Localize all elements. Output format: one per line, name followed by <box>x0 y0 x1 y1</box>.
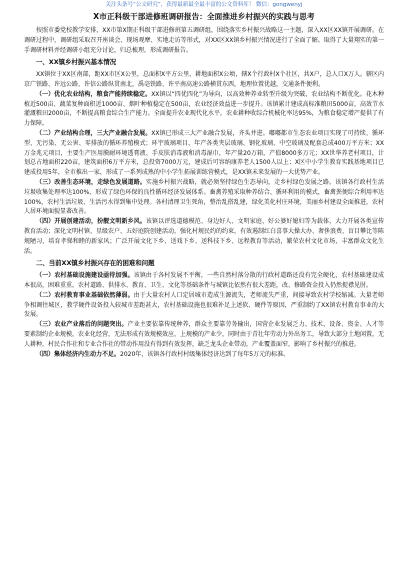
paragraph-lead: （一）农村基础设施建设亟待加强。 <box>36 272 134 280</box>
paragraph-text: XX镇位于XX区南部，距XX市区X公里，总面积X平方公里，耕地面积X公顷，辖X个行政村X个社区，共X户，总人口X万人。辖区内京广铁路、许远公路、许信公路纵贯南北，禹亳铁路、许平南高速公路横贯东西，地理位置优越，交通条件便利。 <box>24 71 384 88</box>
body-paragraph <box>24 129 384 178</box>
section <box>24 58 384 256</box>
document-body <box>24 58 384 359</box>
paragraph-lead: （三）农业产业落后的问题突出。 <box>36 321 128 329</box>
body-paragraph <box>24 90 384 129</box>
document-title: X市正科级干部进修班调研报告：全面推进乡村振兴的实践与思考 <box>93 12 315 21</box>
section-heading: 二、当前XX镇乡村振兴存在的困难和问题 <box>36 259 155 268</box>
body-paragraph <box>24 271 384 291</box>
paragraph-text: XX镇以“四优四化”为导向，以高效种养业转型升级为突破，农业结构不断优化。花木种植近500亩、蔬菜复种面积近1000亩、烟叶种植稳定在500亩，农业经济效益进一步提升。该镇累计建成高标准粮田5000亩，高效节水灌溉粮田2000亩，不断提高粮食综合生产能力。全面提升农业现代化水平，农业耕种收综合机械化率达95%，为粮食稳定增产提供了有力保障。 <box>24 90 384 128</box>
watermark-notice: 关注头条号“公文研究”，获得最新最全最丰富的公文资料库！ 微信：gongwenyj <box>105 2 303 8</box>
body-paragraph <box>24 217 384 256</box>
paragraph-lead: （二）农村教育事业基础依然薄弱。 <box>36 291 134 299</box>
paragraph-text: 2020年，该镇各行政村村级集体经济达到了每年5万元的标准。 <box>120 350 290 358</box>
paragraph-text: XX镇已形成三大产业融合发展，齐头并进。嘟嘟都市生态农业项目实现了可持续、循环型、无污染、无公害、零排放的循环养殖模式；环宇玻璃项目，年产各类夹层玻璃、钢化玻璃、中空玻璃及配套总成400万平方米；XX万金兆元项目，主要生产医用膜耐环境透膏液、手皮肤消毒液和消毒湿巾，年产量20万箱，产值8000多万元；XX世华养老村项目，计划总占地面积220亩，建筑面积6万平方米，总投资7000万元，建成后可容纳康养老人1500人以上；X区中小学生教育实践基地项目已建成投用5年，全市推出一家，形成了一系列成熟的中小学生拓展训练营模式，是XX镇未来发展的一大优势产业。 <box>24 129 384 177</box>
body-paragraph <box>24 291 384 320</box>
paragraph-lead: （三）改善生态环境，走绿色发展道路。 <box>36 178 146 186</box>
intro-paragraph: 按照市委党校教学安排，XX市第X期正科级干部进修班第五调研组，围绕落实乡村振兴战略这一主题，深入XX区XX镇开展调研。在调研过程中，调研组采取召开座谈会、现场观摩、实地走访等形式，对XX区XX镇乡村振兴情况进行了全面了解。取得了大量翔实的第一手调研材料并经调研小组充分讨论，归总梳理，形成调研报告。 <box>24 27 384 54</box>
paragraph-text: 该镇由于各村发展不平衡，一些自然村落分散的行政村道路还没有完全硬化，农村基础建设成本很高，困难重重。农村道路、供排水、教育、卫生、文化等基础条件与城镇比依然有很大差距，改、修路资金投入仍然捉襟见肘。 <box>24 272 384 289</box>
paragraph-text: 产业主要依靠传统种养，群众主要靠劳务输出，国营企业发展乏力、技术、设备、资金、人才等要素制约企业规模，农业化经营，无法形成有效规模效应，上规模的产业少，同时由于青壮年劳动力外出务工，导致大部分土地闲置，无人耕种，村民合作社和专业合作社的带动作用没有得到有效发挥，缺乏龙头企业带动，产业覆盖面窄，影响了乡村振兴的推进。 <box>24 321 385 348</box>
body-paragraph <box>24 178 384 217</box>
paragraph-lead: （一）优化农业结构，粮食产能持续稳定。 <box>36 90 152 98</box>
body-paragraph <box>24 320 384 349</box>
paragraph-text: 该镇以评选道德模范、身边好人、文明家庭、好公婆好媳妇等为载体，大力开展各类宣传教育活动；深化文明村镇、星级农户、五好庭院创建活动，强化村规民约的约束，有效遏制红白喜事大操大办、奢侈浪费、盲目攀比等陈规陋习，培育孝悌和睦的新家风；广泛开展文化下乡、送戏下乡、送科技下乡、远程教育等活动，繁荣农村文化市场，丰富群众文化生活。 <box>24 218 385 255</box>
body-paragraph <box>24 70 384 90</box>
section <box>24 259 384 359</box>
body-paragraph <box>24 350 384 360</box>
paragraph-text: 由于大量农村人口定居城市造成生源流失，老师流失严重，间接导致农村学校缩减。大量老师争相调往城区，教学硬件设备投入较城市差距甚大，农村基础设施也很难补足上述软、硬件等原因，严重制约了XX镇农村教育事业的大发展。 <box>24 291 384 319</box>
paragraph-lead: （四）开展创建活动，扮靓文明新乡风。 <box>36 218 146 226</box>
paragraph-text: 实施乡村振兴战略，就必须坚持绿色生态导向，走乡村绿色发展之路。该镇各行政村生活垃圾收集处理率达100%，形成了绿色环保的良性循环经济发展体系。畜禽养殖采取种养结合、循环利用的模式，畜禽粪便综合利用率达100%，农村生活垃圾、生活污水得到集中处理。各村清理卫生死角，整治乱搭乱建，绿化美化村庄环境，美丽乡村建设全面推进，农村人居环境面貌显著改善。 <box>24 178 384 216</box>
paragraph-lead: （四）集体经济内生动力不足。 <box>36 350 121 358</box>
section-heading: 一、XX镇乡村振兴基本情况 <box>36 58 117 67</box>
paragraph-lead: （二）产业结构合理，三大产业融合发展。 <box>36 129 152 137</box>
